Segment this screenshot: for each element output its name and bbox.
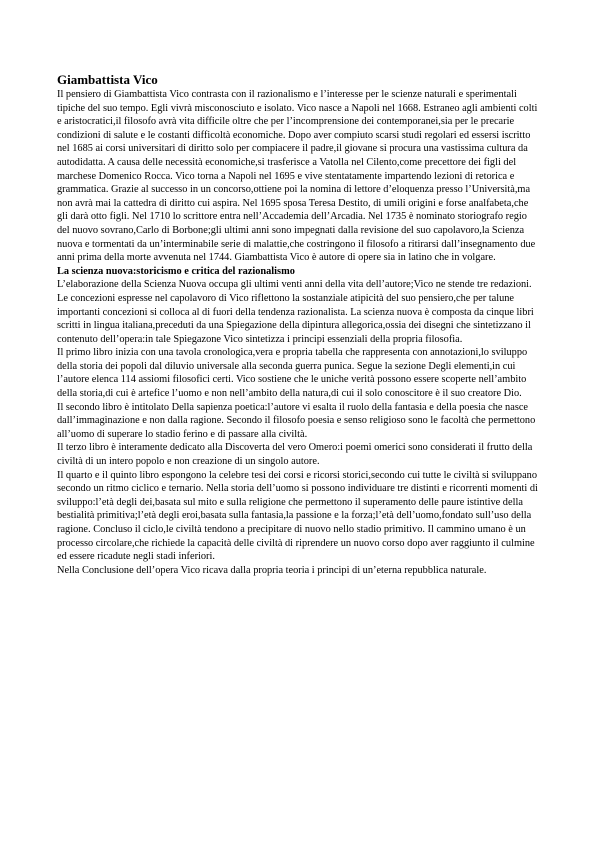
section-heading: La scienza nuova:storicismo e critica del razionalismo	[57, 265, 295, 277]
biography-paragraph: Il pensiero di Giambattista Vico contrasta con il razionalismo e l’interesse per le scienze naturali e sperimentali tipiche del suo tempo. Egli vivrà misconosciuto e isolato. Vico nasce a Napoli nel 1668. Estraneo agli ambienti colti e aristocratici,il filosofo avrà vita difficile oltre che per l’incomprensione dei contemporanei,sia per le precarie condizioni di salute e le costanti difficoltà economiche. Dopo aver compiuto scarsi studi regolari ed essersi iscritto nel 1685 ai corsi universitari di diritto solo per compiacere il padre,il giovane si procura una vastissima cultura da autodidatta. A causa delle necessità economiche,si trasferisce a Vatolla nel Cilento,come precettore dei figli del marchese Domenico Rocca. Vico torna a Napoli nel 1695 e vive stentatamente impartendo lezioni di retorica e grammatica. Grazie al successo in un concorso,ottiene poi la nomina di lettore d’eloquenza presso l’Università,ma non avrà mai la cattedra di diritto cui aspira. Nel 1695 sposa Teresa Destito, di umili origini e forse analfabeta,che gli darà otto figli. Nel 1710 lo scrittore entra nell’Accademia dell’Arcadia. Nel 1735 è nominato storiografo regio del nuovo sovrano,Carlo di Borbone;gli ultimi anni sono impegnati dalla revisione del suo capolavoro,la Scienza nuova e tormentati da un’interminabile serie di malattie,che costringono il filosofo a ritirarsi dall’insegnamento due anni prima della morte avvenuta nel 1744. Giambattista Vico è autore di opere sia in latino che in volgare.	[57, 89, 538, 264]
body-paragraph: Nella Conclusione dell’opera Vico ricava dalla propria teoria i principi di un’eterna repubblica naturale.	[57, 564, 487, 576]
body-paragraph: Il quarto e il quinto libro espongono la celebre tesi dei corsi e ricorsi storici,secondo cui tutte le civiltà si sviluppano secondo un ritmo ciclico e ternario. Nella storia dell’uomo si possono individuare tre distinti e ricorrenti momenti di sviluppo:l’età degli dei,basata sul mito e sulla religione che permettono il superamento delle paure istintive della bestialità primitiva;l’età degli eroi,basata sulla fantasia,la passione e la forza;l’età dell’uomo,fondato sull’uso della ragione. Concluso il ciclo,le civiltà tendono a precipitare di nuovo nello stadio primitivo. Il cammino umano è un processo circolare,che richiede la capacità delle civiltà di riprendere un nuovo corso dopo aver raggiunto il culmine ed essere ricadute negli stadi inferiori.	[57, 469, 538, 563]
body-paragraph: L’elaborazione della Scienza Nuova occupa gli ultimi venti anni della vita dell’autore;Vico ne stende tre redazioni. Le concezioni espresse nel capolavoro di Vico riflettono la sostanziale atipicità del suo pensiero,che per talune importanti concezioni si colloca al di fuori della tendenza razionalista. La scienza nuova è composta da cinque libri scritti in lingua italiana,preceduti da una Spiegazione della dipintura allegorica,ossia dei disegni che sintetizzano il contenuto dell’opera:in tale Spiegazone Vico sintetizza i principi essenziali della propria filosofia.	[57, 279, 534, 345]
body-paragraph: Il terzo libro è interamente dedicato alla Discoverta del vero Omero:i poemi omerici sono considerati il frutto della civiltà di un intero popolo e non creazione di un singolo autore.	[57, 442, 533, 468]
document-title: Giambattista Vico	[57, 72, 158, 87]
body-paragraph: Il secondo libro è intitolato Della sapienza poetica:l’autore vi esalta il ruolo della fantasia e della poesia che nasce dall’immaginazione e non dalla ragione. Secondo il filosofo poesia e senso religioso sono le facoltà che permettono all’uomo di superare lo stadio ferino e di passare alla civiltà.	[57, 401, 536, 440]
document-page	[57, 72, 541, 577]
body-paragraph: Il primo libro inizia con una tavola cronologica,vera e propria tabella che rappresenta con annotazioni,lo sviluppo della storia dei popoli dal diluvio universale alla seconda guerra punica. Segue la sezione Degli elementi,in cui l’autore elenca 114 assiomi filosofici certi. Vico sostiene che le uniche verità possono essere scoperte nell’ambito della storia,di cui è artefice l’uomo e non nell’ambito della natura,di cui il solo conoscitore è il suo creatore Dio.	[57, 347, 528, 400]
